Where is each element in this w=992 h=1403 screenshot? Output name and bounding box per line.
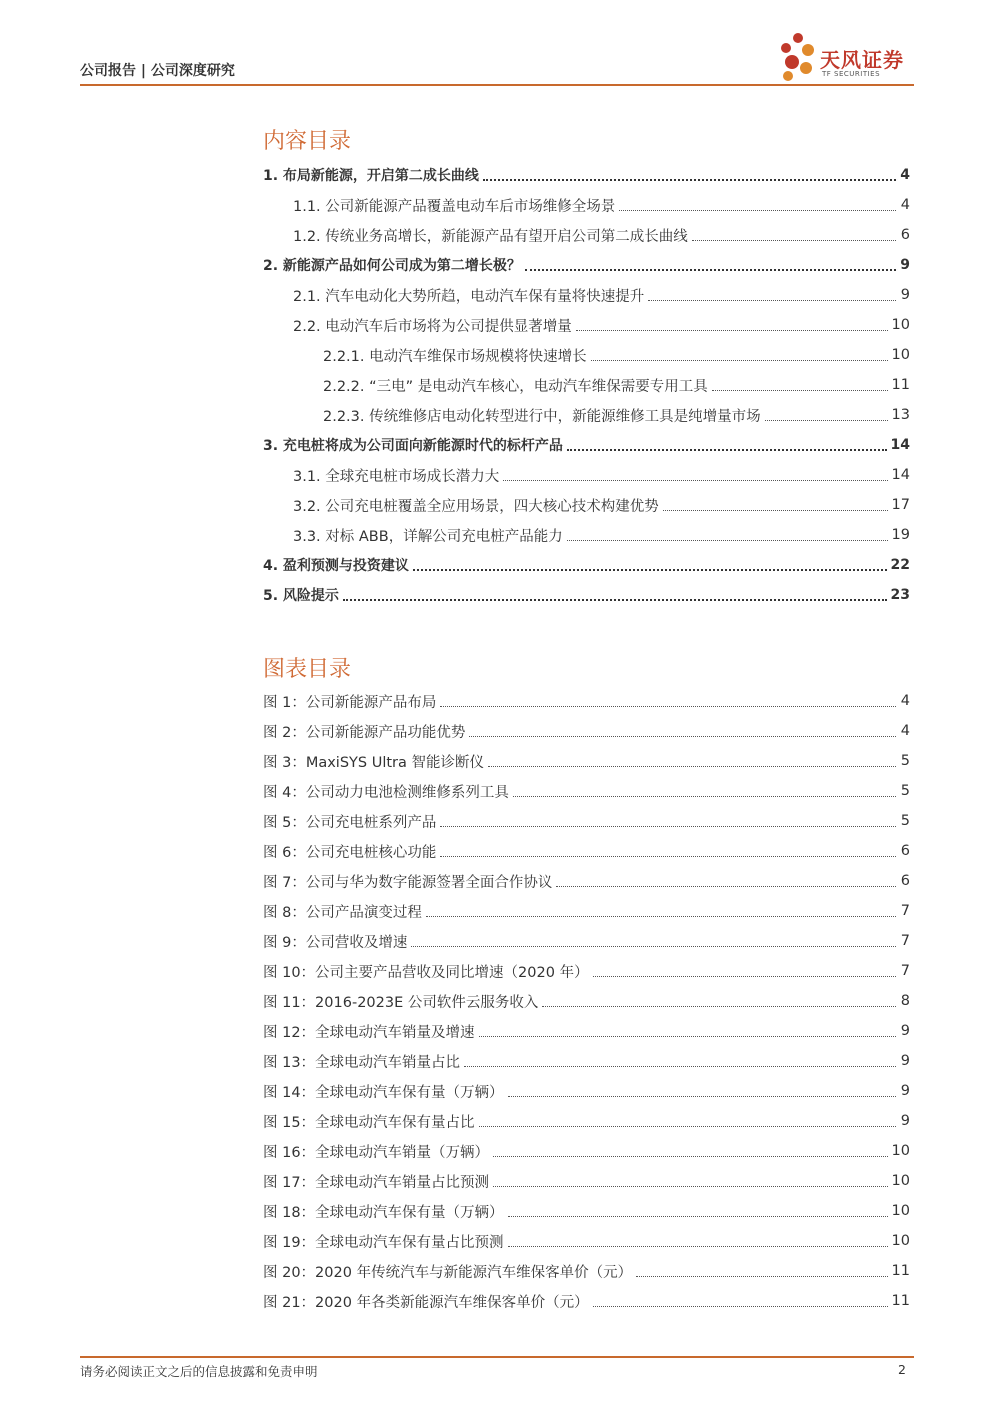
toc-entry-text: 2.1. 汽车电动化大势所趋，电动汽车保有量将快速提升 bbox=[293, 288, 645, 305]
figure-entry-page: 4 bbox=[900, 723, 910, 739]
dot-leader bbox=[479, 1036, 896, 1037]
figure-entry[interactable] bbox=[263, 1136, 910, 1166]
figure-entry[interactable] bbox=[263, 1106, 910, 1136]
page-number: 2 bbox=[898, 1362, 906, 1377]
disclaimer-note: 请务必阅读正文之后的信息披露和免责申明 bbox=[80, 1364, 318, 1379]
figure-entry[interactable] bbox=[263, 986, 910, 1016]
figure-entry-page: 7 bbox=[900, 903, 910, 919]
toc-entry-text: 1.1. 公司新能源产品覆盖电动车后市场维修全场景 bbox=[293, 198, 616, 215]
toc-entry-page: 17 bbox=[891, 497, 910, 513]
figure-entry-page: 10 bbox=[891, 1173, 910, 1189]
dot-leader bbox=[593, 976, 896, 977]
dot-leader bbox=[493, 1186, 887, 1187]
toc-entry-page: 14 bbox=[890, 437, 910, 453]
toc-entry-page: 23 bbox=[890, 587, 910, 603]
dot-leader bbox=[692, 240, 896, 241]
logo-english-name: TF SECURITIES bbox=[822, 70, 881, 78]
dot-leader bbox=[411, 946, 896, 947]
toc-entry-page: 6 bbox=[900, 227, 910, 243]
figure-entry[interactable] bbox=[263, 956, 910, 986]
toc-entry-page: 14 bbox=[891, 467, 910, 483]
dot-leader bbox=[636, 1276, 887, 1277]
figure-entry[interactable] bbox=[263, 896, 910, 926]
dot-leader bbox=[413, 569, 887, 571]
figure-entry[interactable] bbox=[263, 1286, 910, 1316]
figures-title: 图表目录 bbox=[263, 657, 352, 682]
toc-entry[interactable] bbox=[323, 340, 910, 370]
header-divider bbox=[80, 84, 914, 86]
dot-leader bbox=[464, 1066, 896, 1067]
dot-leader bbox=[488, 766, 896, 767]
figure-entry-text: 图 5：公司充电桩系列产品 bbox=[263, 814, 437, 831]
figure-entry-page: 5 bbox=[900, 783, 910, 799]
toc-entry[interactable] bbox=[293, 460, 910, 490]
dot-leader bbox=[556, 886, 896, 887]
dot-leader bbox=[440, 826, 896, 827]
toc-entry-page: 9 bbox=[900, 287, 910, 303]
report-category-label: 公司报告 | 公司深度研究 bbox=[80, 63, 235, 79]
dot-leader bbox=[542, 1006, 896, 1007]
figure-entry-text: 图 8：公司产品演变过程 bbox=[263, 904, 422, 921]
dot-leader bbox=[591, 360, 888, 361]
toc-entry-text: 5. 风险提示 bbox=[263, 588, 339, 604]
figure-entry[interactable] bbox=[263, 866, 910, 896]
dot-leader bbox=[712, 390, 888, 391]
toc-entry-page: 4 bbox=[900, 197, 910, 213]
toc-entry-page: 13 bbox=[891, 407, 910, 423]
figure-entry[interactable] bbox=[263, 1256, 910, 1286]
logo-chinese-name: 天风证券 bbox=[820, 48, 904, 72]
figure-entry-text: 图 15：全球电动汽车保有量占比 bbox=[263, 1114, 475, 1131]
dot-leader bbox=[593, 1306, 888, 1307]
toc-entry[interactable] bbox=[263, 160, 910, 190]
figure-entry-text: 图 13：全球电动汽车销量占比 bbox=[263, 1054, 461, 1071]
figure-entry-text: 图 19：全球电动汽车保有量占比预测 bbox=[263, 1234, 504, 1251]
dot-leader bbox=[483, 179, 896, 181]
figure-entry-text: 图 21：2020 年各类新能源汽车维保客单价（元） bbox=[263, 1294, 589, 1311]
toc-entry-text: 4. 盈利预测与投资建议 bbox=[263, 558, 409, 574]
figure-entry[interactable] bbox=[263, 926, 910, 956]
flower-logo-icon bbox=[778, 30, 818, 82]
toc-entry-page: 4 bbox=[900, 167, 910, 183]
figure-entry-text: 图 9：公司营收及增速 bbox=[263, 934, 408, 951]
figure-entry-page: 6 bbox=[900, 843, 910, 859]
dot-leader bbox=[508, 1216, 888, 1217]
figure-entry[interactable] bbox=[263, 1166, 910, 1196]
dot-leader bbox=[567, 540, 888, 541]
figure-entry-text: 图 11：2016-2023E 公司软件云服务收入 bbox=[263, 994, 539, 1011]
toc-entry[interactable] bbox=[263, 580, 910, 610]
figure-entry[interactable] bbox=[263, 806, 910, 836]
toc-title: 内容目录 bbox=[263, 129, 352, 154]
figure-entry-page: 10 bbox=[891, 1233, 910, 1249]
figure-entry[interactable] bbox=[263, 776, 910, 806]
figure-entry[interactable] bbox=[263, 746, 910, 776]
toc-entry-text: 2.2.1. 电动汽车维保市场规模将快速增长 bbox=[323, 348, 587, 365]
dot-leader bbox=[493, 1156, 887, 1157]
toc-entry-text: 2.2. 电动汽车后市场将为公司提供显著增量 bbox=[293, 318, 572, 335]
figure-entry-text: 图 2：公司新能源产品功能优势 bbox=[263, 724, 466, 741]
figure-entry-text: 图 10：公司主要产品营收及同比增速（2020 年） bbox=[263, 964, 589, 981]
toc-entry-page: 10 bbox=[891, 347, 910, 363]
figure-entry-text: 图 4：公司动力电池检测维修系列工具 bbox=[263, 784, 509, 801]
dot-leader bbox=[503, 480, 887, 481]
dot-leader bbox=[440, 856, 896, 857]
dot-leader bbox=[426, 916, 896, 917]
toc-entry[interactable] bbox=[263, 430, 910, 460]
toc-entry-text: 2. 新能源产品如何公司成为第二增长极？ bbox=[263, 258, 521, 274]
dot-leader bbox=[663, 510, 888, 511]
toc-entry-text: 2.2.2. “三电” 是电动汽车核心，电动汽车维保需要专用工具 bbox=[323, 378, 708, 395]
toc-entry-text: 3. 充电桩将成为公司面向新能源时代的标杆产品 bbox=[263, 438, 563, 454]
figure-entry-page: 7 bbox=[900, 963, 910, 979]
figure-entry-page: 6 bbox=[900, 873, 910, 889]
figure-entry-page: 4 bbox=[900, 693, 910, 709]
toc-entry-text: 3.1. 全球充电桩市场成长潜力大 bbox=[293, 468, 500, 485]
figure-entry-page: 9 bbox=[900, 1023, 910, 1039]
toc-entry[interactable] bbox=[293, 280, 910, 310]
toc-entry-page: 10 bbox=[891, 317, 910, 333]
toc-entry-page: 9 bbox=[900, 257, 910, 273]
figure-entry-text: 图 16：全球电动汽车销量（万辆） bbox=[263, 1144, 490, 1161]
toc-entry-page: 19 bbox=[891, 527, 910, 543]
figure-entry-page: 9 bbox=[900, 1083, 910, 1099]
figure-entry[interactable] bbox=[263, 1016, 910, 1046]
dot-leader bbox=[440, 706, 896, 707]
dot-leader bbox=[525, 269, 896, 271]
footer-divider bbox=[80, 1356, 914, 1358]
figure-entry-page: 10 bbox=[891, 1203, 910, 1219]
figure-entry[interactable] bbox=[263, 686, 910, 716]
figure-entry-page: 8 bbox=[900, 993, 910, 1009]
toc-entry-text: 3.3. 对标 ABB，详解公司充电桩产品能力 bbox=[293, 528, 563, 545]
figure-entry-page: 9 bbox=[900, 1113, 910, 1129]
dot-leader bbox=[619, 210, 896, 211]
figure-entry-text: 图 3：MaxiSYS Ultra 智能诊断仪 bbox=[263, 754, 484, 771]
toc-entry-text: 2.2.3. 传统维修店电动化转型进行中，新能源维修工具是纯增量市场 bbox=[323, 408, 761, 425]
figure-entry-page: 10 bbox=[891, 1143, 910, 1159]
figure-entry[interactable] bbox=[263, 1046, 910, 1076]
figure-entry[interactable] bbox=[263, 1196, 910, 1226]
figure-entry-page: 9 bbox=[900, 1053, 910, 1069]
dot-leader bbox=[765, 420, 888, 421]
figure-entry-text: 图 17：全球电动汽车销量占比预测 bbox=[263, 1174, 490, 1191]
figure-entry-page: 11 bbox=[891, 1293, 910, 1309]
toc-entry[interactable] bbox=[263, 250, 910, 280]
dot-leader bbox=[513, 796, 896, 797]
toc-entry[interactable] bbox=[293, 520, 910, 550]
dot-leader bbox=[648, 300, 896, 301]
dot-leader bbox=[576, 330, 888, 331]
figure-entry-page: 5 bbox=[900, 753, 910, 769]
figure-entry-text: 图 6：公司充电桩核心功能 bbox=[263, 844, 437, 861]
dot-leader bbox=[469, 736, 896, 737]
figure-entry-text: 图 7：公司与华为数字能源签署全面合作协议 bbox=[263, 874, 553, 891]
figure-entry-text: 图 18：全球电动汽车保有量（万辆） bbox=[263, 1204, 504, 1221]
figure-entry-text: 图 14：全球电动汽车保有量（万辆） bbox=[263, 1084, 504, 1101]
figure-entry-text: 图 12：全球电动汽车销量及增速 bbox=[263, 1024, 475, 1041]
dot-leader bbox=[508, 1246, 888, 1247]
toc-entry[interactable] bbox=[293, 220, 910, 250]
company-logo bbox=[778, 30, 918, 86]
figure-entry[interactable] bbox=[263, 836, 910, 866]
toc-entry[interactable] bbox=[293, 490, 910, 520]
figure-entry[interactable] bbox=[263, 1226, 910, 1256]
toc-entry-text: 3.2. 公司充电桩覆盖全应用场景，四大核心技术构建优势 bbox=[293, 498, 659, 515]
figure-entry[interactable] bbox=[263, 1076, 910, 1106]
toc-entry[interactable] bbox=[323, 370, 910, 400]
toc-entry[interactable] bbox=[293, 190, 910, 220]
figure-entry[interactable] bbox=[263, 716, 910, 746]
toc-entry-page: 22 bbox=[890, 557, 910, 573]
toc-entry[interactable] bbox=[323, 400, 910, 430]
figure-entry-page: 11 bbox=[891, 1263, 910, 1279]
figure-entry-page: 5 bbox=[900, 813, 910, 829]
toc-entry-text: 1. 布局新能源，开启第二成长曲线 bbox=[263, 168, 479, 184]
dot-leader bbox=[479, 1126, 896, 1127]
toc-entry-page: 11 bbox=[891, 377, 910, 393]
figure-entry-page: 7 bbox=[900, 933, 910, 949]
dot-leader bbox=[567, 449, 887, 451]
figure-entry-text: 图 20：2020 年传统汽车与新能源汽车维保客单价（元） bbox=[263, 1264, 633, 1281]
toc-entry-text: 1.2. 传统业务高增长，新能源产品有望开启公司第二成长曲线 bbox=[293, 228, 688, 245]
toc-entry[interactable] bbox=[293, 310, 910, 340]
toc-entry[interactable] bbox=[263, 550, 910, 580]
dot-leader bbox=[343, 599, 887, 601]
dot-leader bbox=[508, 1096, 896, 1097]
figure-entry-text: 图 1：公司新能源产品布局 bbox=[263, 694, 437, 711]
